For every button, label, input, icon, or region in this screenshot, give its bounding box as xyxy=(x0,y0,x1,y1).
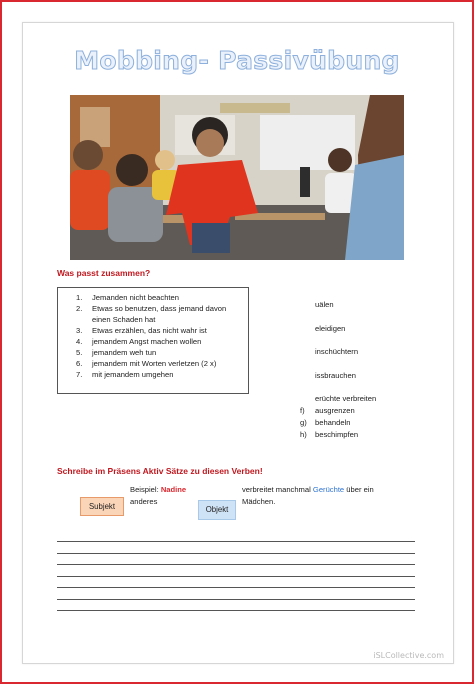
match-text: issbrauchen xyxy=(315,371,356,380)
definition-text: einen Schaden hat xyxy=(92,315,156,324)
match-item xyxy=(300,430,359,439)
objekt-label: Objekt xyxy=(198,500,236,520)
definition-item xyxy=(58,314,248,325)
example-right-c: Mädchen. xyxy=(242,497,276,506)
definition-number: 1. xyxy=(76,293,83,302)
definition-text: Etwas so benutzen, dass jemand davon xyxy=(92,304,227,313)
section-heading-match: Was passt zusammen? xyxy=(57,268,151,278)
watermark: iSLCollective.com xyxy=(373,651,444,660)
match-item xyxy=(315,347,358,356)
definition-text: mit jemandem umgehen xyxy=(92,370,174,379)
writing-line[interactable] xyxy=(57,576,415,577)
example-object: Gerüchte xyxy=(312,485,345,494)
match-letter: g) xyxy=(300,418,307,427)
writing-line[interactable] xyxy=(57,587,415,588)
example-right-b: über ein xyxy=(346,485,374,494)
example-left-continuation: anderes xyxy=(130,497,158,506)
definition-number: 5. xyxy=(76,348,83,357)
subjekt-label: Subjekt xyxy=(80,497,124,516)
example-right-a: verbreitet manchmal xyxy=(242,485,311,494)
definition-item xyxy=(58,336,248,347)
definition-item xyxy=(58,325,248,336)
definition-text: Etwas erzählen, das nicht wahr ist xyxy=(92,326,207,335)
match-item xyxy=(315,371,356,380)
definition-number: 2. xyxy=(76,304,83,313)
match-letter: h) xyxy=(300,430,307,439)
example-right xyxy=(242,484,374,508)
writing-line[interactable] xyxy=(57,541,415,542)
match-item xyxy=(315,394,376,403)
definition-text: Jemanden nicht beachten xyxy=(92,293,179,302)
example-left xyxy=(130,484,186,508)
section-heading-sentences: Schreibe im Präsens Aktiv Sätze zu diesen Verben! xyxy=(57,466,263,476)
definition-number: 3. xyxy=(76,326,83,335)
definition-item xyxy=(58,358,248,369)
definition-number: 4. xyxy=(76,337,83,346)
writing-line[interactable] xyxy=(57,599,415,600)
match-text: beschimpfen xyxy=(315,430,359,439)
definition-text: jemandem mit Worten verletzen (2 x) xyxy=(92,359,217,368)
classroom-photo xyxy=(70,95,404,260)
writing-line[interactable] xyxy=(57,610,415,611)
worksheet-title: Mobbing- Passivübung xyxy=(74,46,400,75)
definition-list-box xyxy=(57,287,249,394)
match-text: inschüchtern xyxy=(315,347,359,356)
match-text: behandeln xyxy=(315,418,351,427)
match-text: uälen xyxy=(315,300,334,309)
example-prefix: Beispiel: xyxy=(130,485,159,494)
example-subject: Nadine xyxy=(160,485,187,494)
match-letter: f) xyxy=(300,406,305,415)
definition-text: jemandem Angst machen wollen xyxy=(92,337,202,346)
writing-line[interactable] xyxy=(57,564,415,565)
match-item xyxy=(315,300,334,309)
match-text: eleidigen xyxy=(315,324,346,333)
match-text: ausgrenzen xyxy=(315,406,355,415)
definition-text: jemandem weh tun xyxy=(92,348,157,357)
definition-number: 6. xyxy=(76,359,83,368)
definition-item xyxy=(58,292,248,303)
definition-item xyxy=(58,369,248,380)
definition-item xyxy=(58,303,248,314)
definition-item xyxy=(58,347,248,358)
match-item xyxy=(300,406,355,415)
definition-number: 7. xyxy=(76,370,83,379)
writing-line[interactable] xyxy=(57,553,415,554)
match-item xyxy=(300,418,351,427)
match-text: erüchte verbreiten xyxy=(315,394,377,403)
match-item xyxy=(315,324,345,333)
